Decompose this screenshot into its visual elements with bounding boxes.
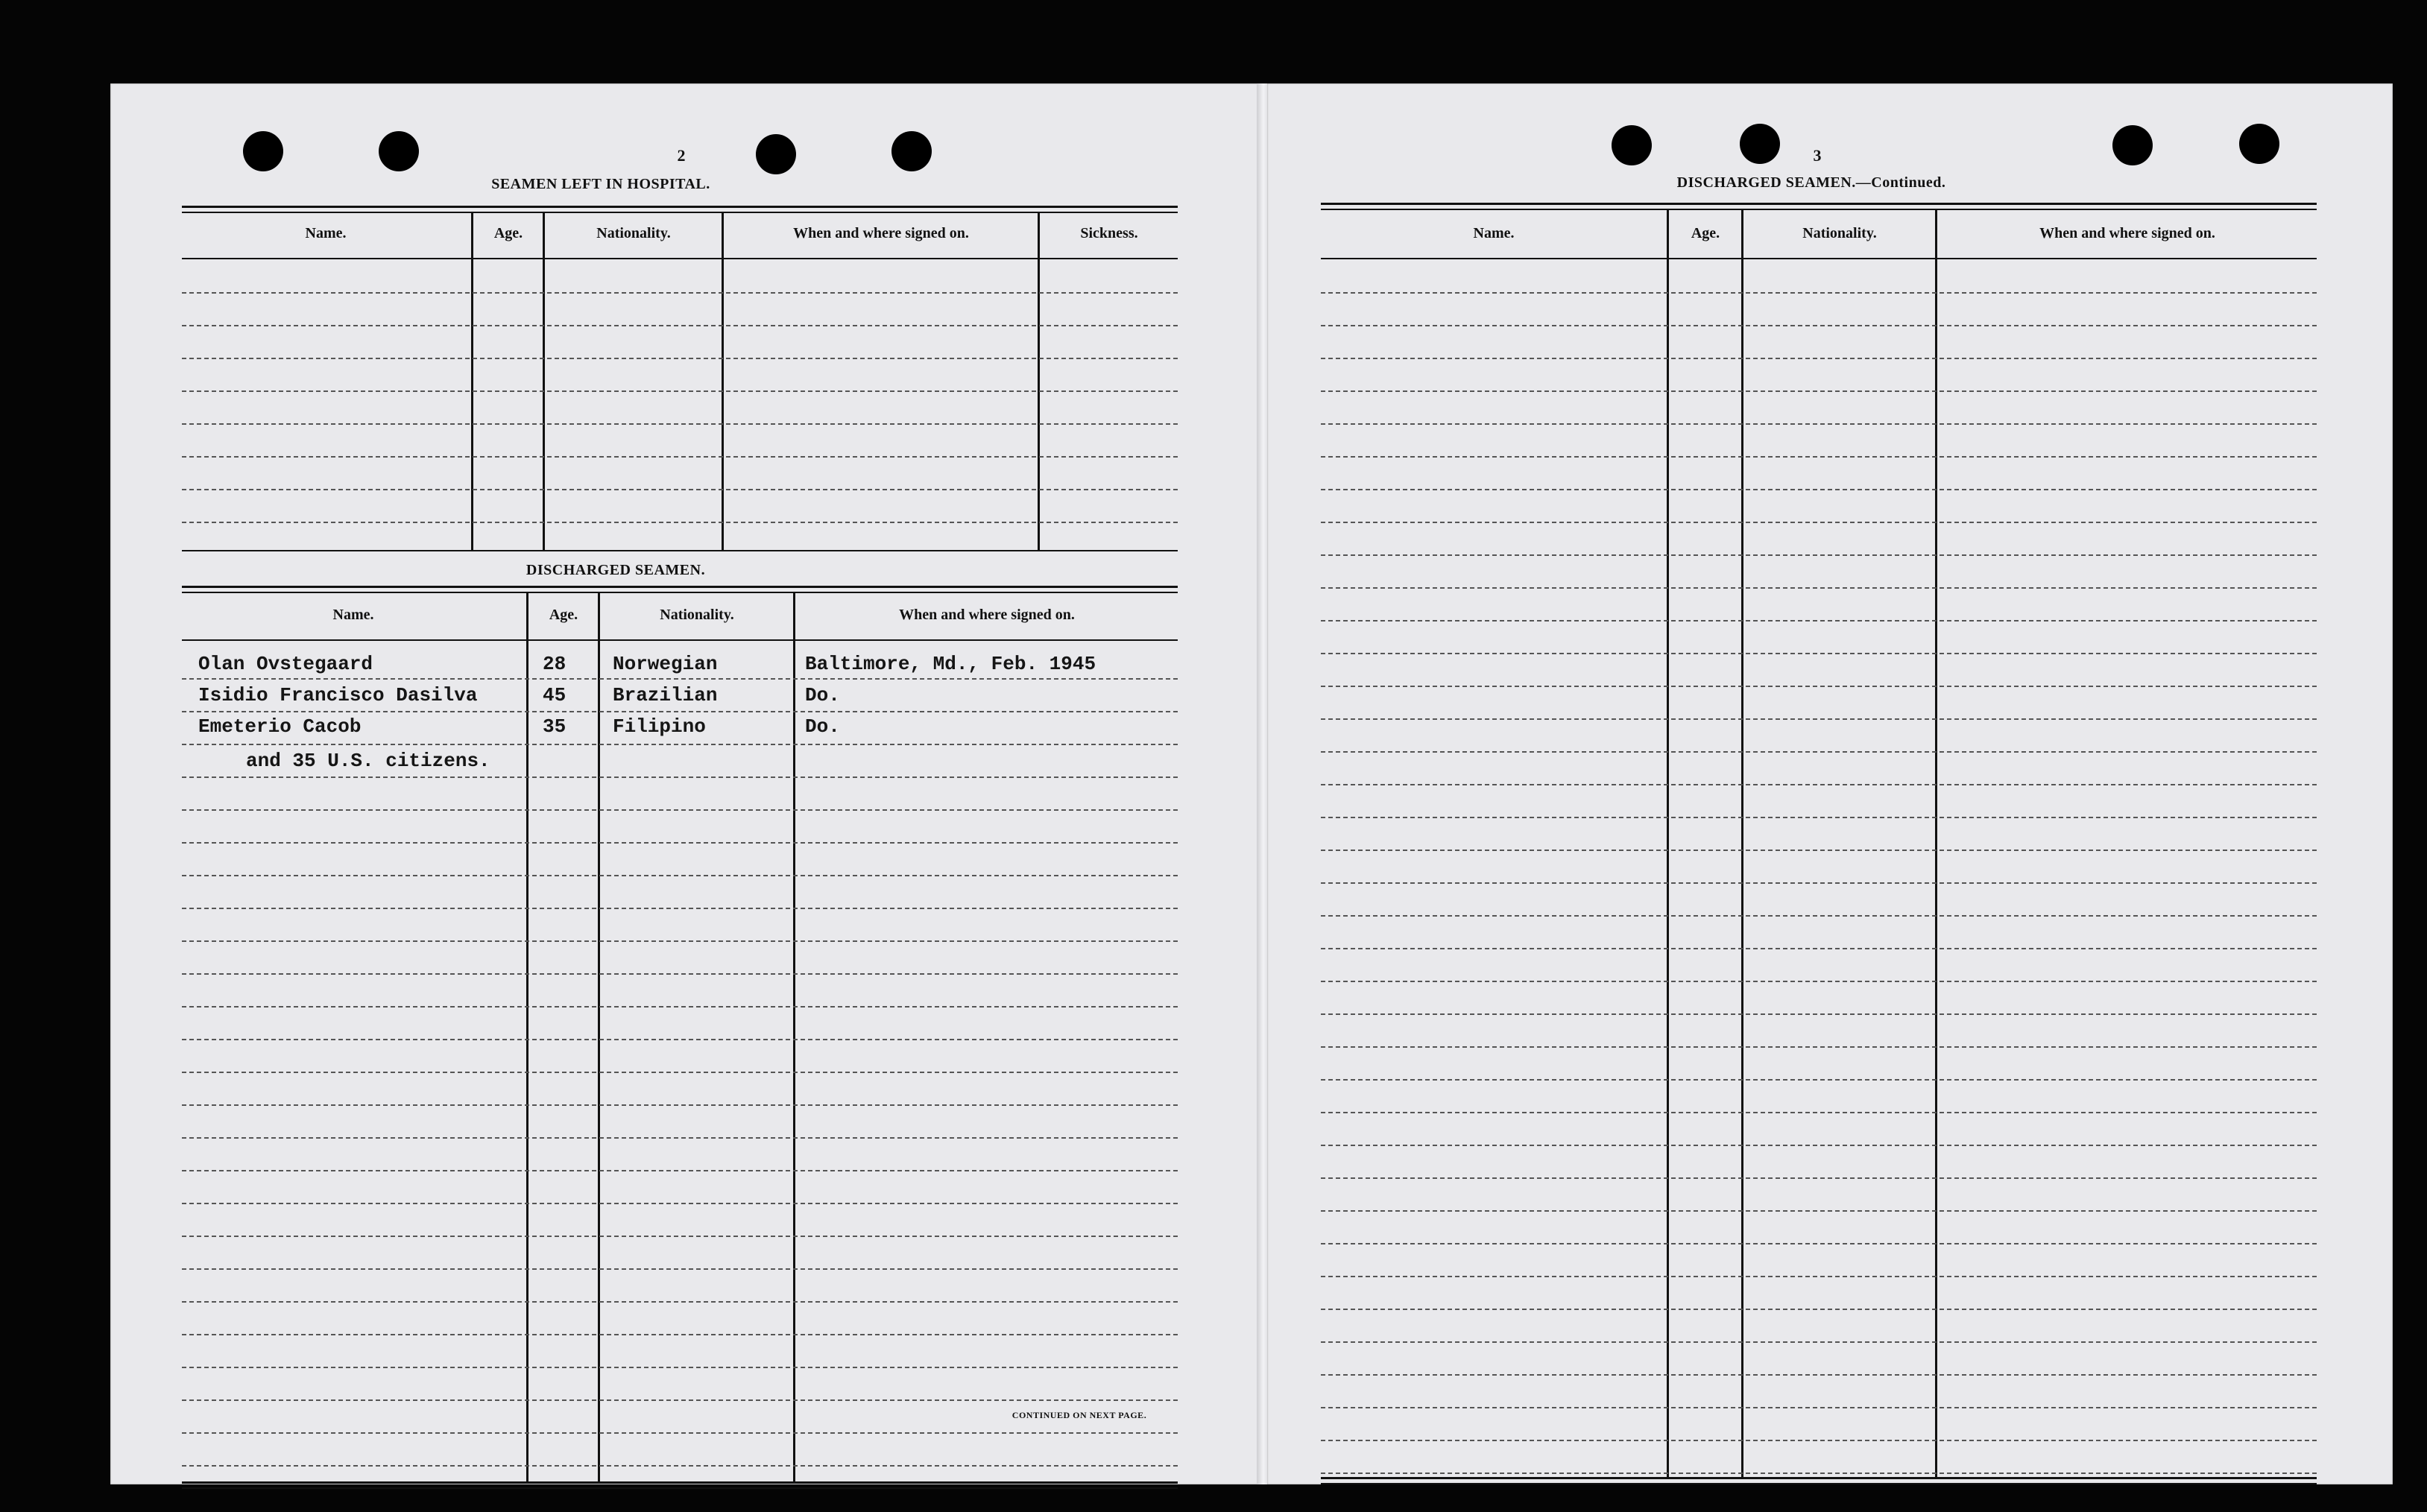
ruled-line	[1321, 325, 2317, 326]
ruled-line	[182, 292, 1178, 294]
column-divider	[1667, 210, 1669, 1477]
seaman-signed-on: Do.	[805, 684, 840, 706]
ruled-line	[1321, 620, 2317, 621]
seaman-name: Emeterio Cacob	[198, 715, 362, 738]
column-divider	[598, 593, 600, 1481]
ruled-line	[182, 390, 1178, 392]
ruled-line	[1321, 1145, 2317, 1146]
page-number: 2	[677, 146, 686, 165]
ruled-line	[1321, 882, 2317, 884]
ruled-line	[182, 358, 1178, 359]
ruled-line	[1321, 1276, 2317, 1277]
ruled-line	[182, 423, 1178, 425]
col-signed-on: When and where signed on.	[2039, 225, 2215, 241]
right-page	[1267, 83, 2393, 1484]
continued-section-title: DISCHARGED SEAMEN.—Continued.	[1676, 174, 1946, 191]
ruled-line	[182, 1137, 1178, 1139]
ruled-line	[182, 744, 1178, 745]
seaman-name: Olan Ovstegaard	[198, 653, 373, 675]
ruled-line	[182, 875, 1178, 876]
rule	[1321, 258, 2317, 259]
rule	[182, 258, 1178, 259]
seaman-age: 45	[543, 684, 566, 706]
col-signed-on: When and where signed on.	[793, 225, 969, 241]
ruled-line	[1321, 1177, 2317, 1179]
ruled-line	[182, 1006, 1178, 1008]
ruled-line	[1321, 1473, 2317, 1474]
col-age: Age.	[1691, 225, 1720, 241]
column-divider	[1038, 213, 1040, 550]
ruled-line	[1321, 653, 2317, 654]
rule	[1321, 1477, 2317, 1479]
ruled-line	[1321, 554, 2317, 556]
ruled-line	[1321, 456, 2317, 458]
ruled-line	[182, 1072, 1178, 1073]
punch-hole	[243, 131, 283, 171]
column-divider	[1741, 210, 1743, 1477]
punch-hole	[2112, 125, 2153, 165]
ruled-line	[1321, 1243, 2317, 1244]
ruled-line	[182, 1104, 1178, 1106]
col-sickness: Sickness.	[1080, 225, 1138, 241]
continued-note: CONTINUED ON NEXT PAGE.	[1011, 1410, 1147, 1420]
ruled-line	[1321, 1309, 2317, 1310]
ruled-line	[182, 1367, 1178, 1368]
col-name: Name.	[1473, 225, 1515, 241]
col-age: Age.	[549, 607, 578, 623]
col-age: Age.	[493, 225, 523, 241]
seaman-nationality: Brazilian	[613, 684, 718, 706]
rule	[1321, 209, 2317, 210]
ruled-line	[1321, 784, 2317, 785]
punch-hole	[1612, 125, 1652, 165]
ruled-line	[1321, 390, 2317, 392]
ruled-line	[182, 809, 1178, 811]
col-signed-on: When and where signed on.	[899, 607, 1075, 623]
ruled-line	[1321, 1079, 2317, 1081]
seaman-signed-on: Baltimore, Md., Feb. 1945	[805, 653, 1096, 675]
rule	[182, 1487, 1178, 1489]
rule	[182, 212, 1178, 213]
seaman-nationality: Norwegian	[613, 653, 718, 675]
ruled-line	[1321, 751, 2317, 753]
rule	[1321, 203, 2317, 205]
ruled-line	[182, 1432, 1178, 1434]
col-nationality: Nationality.	[596, 225, 671, 241]
ruled-line	[1321, 1341, 2317, 1343]
citizens-note: and 35 U.S. citizens.	[246, 750, 490, 772]
ruled-line	[1321, 850, 2317, 851]
column-divider	[471, 213, 473, 550]
ruled-line	[182, 456, 1178, 458]
ruled-line	[182, 1170, 1178, 1171]
seaman-name: Isidio Francisco Dasilva	[198, 684, 478, 706]
rule	[1321, 1483, 2317, 1484]
ruled-line	[182, 1334, 1178, 1335]
column-divider	[793, 593, 795, 1481]
seaman-age: 28	[543, 653, 566, 675]
ruled-line	[182, 940, 1178, 942]
ruled-line	[182, 711, 1178, 712]
ruled-line	[1321, 587, 2317, 589]
ruled-line	[1321, 1046, 2317, 1048]
seaman-signed-on: Do.	[805, 715, 840, 738]
ruled-line	[1321, 1013, 2317, 1015]
ruled-line	[1321, 292, 2317, 294]
ruled-line	[1321, 981, 2317, 982]
column-divider	[526, 593, 528, 1481]
rule	[182, 586, 1178, 588]
ruled-line	[1321, 522, 2317, 523]
punch-hole	[891, 131, 932, 171]
col-name: Name.	[332, 607, 374, 623]
page-number: 3	[1813, 146, 1822, 165]
seaman-nationality: Filipino	[613, 715, 706, 738]
punch-hole	[2239, 124, 2279, 164]
ruled-line	[182, 489, 1178, 490]
ruled-line	[1321, 358, 2317, 359]
ruled-line	[1321, 686, 2317, 687]
ruled-line	[1321, 948, 2317, 949]
punch-hole	[756, 134, 796, 174]
col-name: Name.	[305, 225, 347, 241]
rule	[182, 592, 1178, 593]
ruled-line	[1321, 1210, 2317, 1212]
ruled-line	[1321, 1112, 2317, 1113]
ruled-line	[1321, 1407, 2317, 1408]
ruled-line	[182, 678, 1178, 680]
rule	[182, 206, 1178, 208]
left-page	[110, 83, 1258, 1484]
ruled-line	[182, 908, 1178, 909]
ruled-line	[1321, 718, 2317, 720]
ruled-line	[182, 1039, 1178, 1040]
rule	[182, 550, 1178, 551]
ruled-line	[182, 1268, 1178, 1270]
ruled-line	[1321, 489, 2317, 490]
seaman-age: 35	[543, 715, 566, 738]
ruled-line	[1321, 915, 2317, 917]
ruled-line	[182, 776, 1178, 778]
ruled-line	[182, 1301, 1178, 1303]
ruled-line	[182, 1465, 1178, 1467]
col-nationality: Nationality.	[660, 607, 734, 623]
col-nationality: Nationality.	[1802, 225, 1877, 241]
ruled-line	[1321, 1374, 2317, 1376]
punch-hole	[379, 131, 419, 171]
ruled-line	[182, 1399, 1178, 1401]
ruled-line	[1321, 817, 2317, 818]
column-divider	[543, 213, 545, 550]
ruled-line	[182, 973, 1178, 975]
ruled-line	[182, 842, 1178, 844]
ruled-line	[1321, 1440, 2317, 1441]
discharged-section-title: DISCHARGED SEAMEN.	[526, 562, 706, 578]
punch-hole	[1740, 124, 1780, 164]
ruled-line	[182, 1236, 1178, 1237]
column-divider	[722, 213, 724, 550]
hospital-section-title: SEAMEN LEFT IN HOSPITAL.	[491, 176, 710, 192]
ruled-line	[1321, 423, 2317, 425]
ruled-line	[182, 325, 1178, 326]
column-divider	[1935, 210, 1937, 1477]
ruled-line	[182, 1203, 1178, 1204]
rule	[182, 1481, 1178, 1484]
rule	[182, 639, 1178, 641]
ruled-line	[182, 522, 1178, 523]
